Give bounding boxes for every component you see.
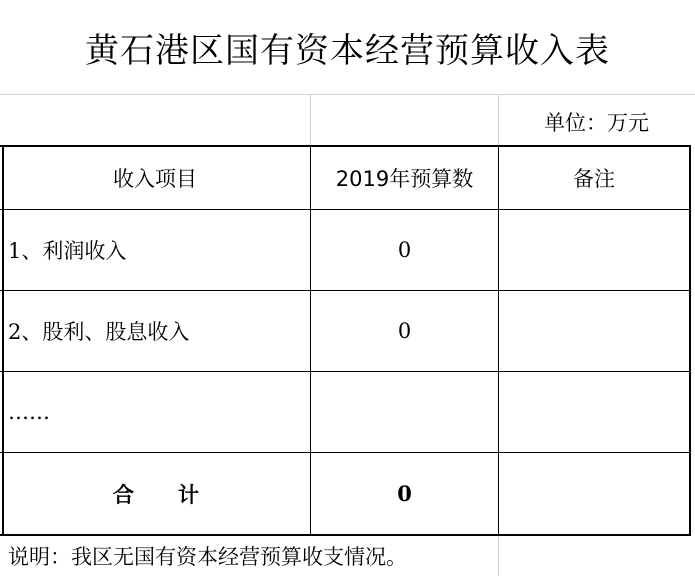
row-remark-profit-income xyxy=(499,210,689,290)
total-label: 合计 xyxy=(113,481,243,507)
row-item-profit-income: 1、利润收入 xyxy=(8,239,127,263)
total-remark xyxy=(499,453,689,534)
row-remark-ellipsis xyxy=(499,372,689,452)
table-border-right xyxy=(689,145,691,536)
page-title: 黄石港区国有资本经营预算收入表 xyxy=(85,30,610,71)
header-income-item: 收入项目 xyxy=(113,167,197,191)
grid-line-unit-divider-1 xyxy=(310,94,311,146)
header-budget-2019: 2019年预算数 xyxy=(335,167,474,191)
row-remark-dividend-income xyxy=(499,291,689,371)
row-budget-ellipsis xyxy=(311,372,498,452)
header-remark: 备注 xyxy=(573,167,615,191)
grid-line-note-divider xyxy=(498,535,499,576)
row-budget-profit-income: 0 xyxy=(397,238,412,262)
row-budget-dividend-income: 0 xyxy=(397,319,412,343)
total-budget: 0 xyxy=(397,481,412,506)
footnote: 说明：我区无国有资本经营预算收支情况。 xyxy=(8,544,407,569)
unit-label: 单位：万元 xyxy=(544,111,649,135)
row-item-ellipsis: …… xyxy=(8,400,50,424)
row-item-dividend-income: 2、股利、股息收入 xyxy=(8,320,190,344)
